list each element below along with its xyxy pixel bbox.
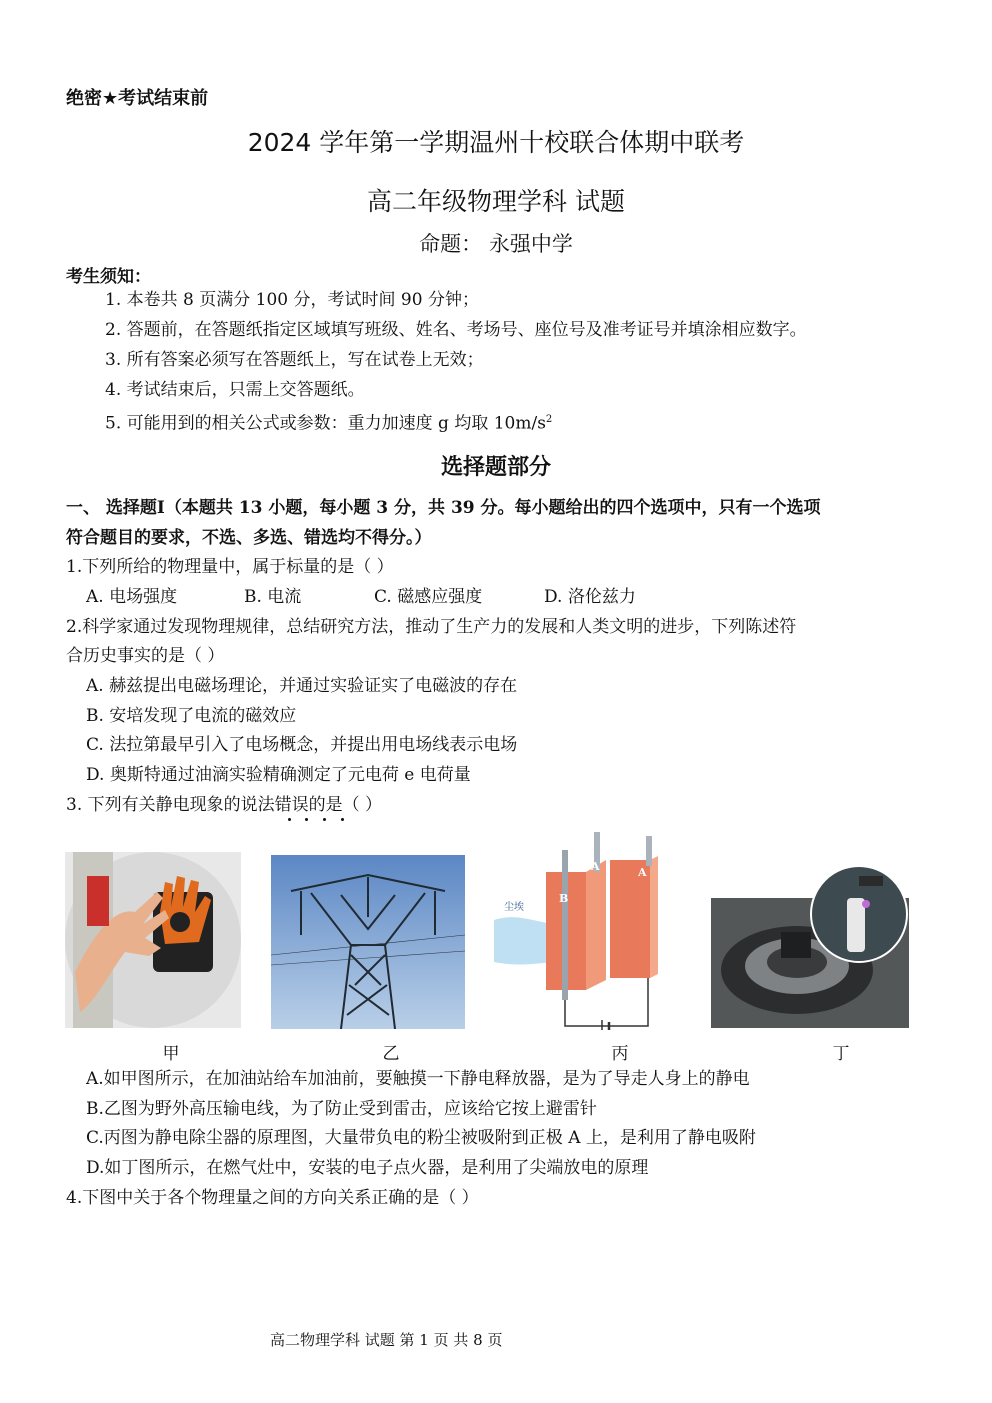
q1-option-b: B. 电流: [244, 587, 302, 607]
q3-stem: 3. 下列有关静电现象的说法错误的是（ ）: [66, 795, 383, 815]
transmission-tower-photo: [271, 855, 465, 1029]
label-dust: 尘埃: [504, 902, 524, 913]
q2-option-b: B. 安培发现了电流的磁效应: [86, 706, 297, 726]
emphasis-dot: [305, 818, 308, 821]
q2-option-a: A. 赫兹提出电磁场理论，并通过实验证实了电磁波的存在: [86, 676, 518, 696]
notice-item-5: [105, 409, 552, 435]
gas-stove-photo: [711, 862, 909, 1028]
q1-stem: 1.下列所给的物理量中，属于标量的是（ ）: [66, 557, 394, 577]
part1-instruction-line1: 一、 选择题Ⅰ（本题共 13 小题，每小题 3 分，共 39 分。每小题给出的四个选项中，只有一个选项: [66, 498, 821, 518]
static-discharger-photo: [65, 852, 241, 1028]
q2-option-c: C. 法拉第最早引入了电场概念，并提出用电场线表示电场: [86, 735, 518, 755]
q3-option-b: B.乙图为野外高压输电线，为了防止受到雷击，应该给它按上避雷针: [86, 1099, 597, 1119]
section-title: 选择题部分: [440, 455, 551, 480]
q3-option-c: C.丙图为静电除尘器的原理图，大量带负电的粉尘被吸附到正极 A 上，是利用了静电吸附: [86, 1128, 756, 1148]
notice-item-4: 4. 考试结束后，只需上交答题纸。: [105, 380, 365, 400]
figure-jia: [65, 852, 241, 1028]
notice-heading: 考生须知：: [66, 267, 151, 287]
exam-author: 命题： 永强中学: [419, 232, 573, 256]
q2-stem-line2: 合历史事实的是（ ）: [66, 646, 225, 666]
emphasis-dot: [323, 818, 326, 821]
superscript: 2: [545, 414, 553, 425]
label-electrode-a1: A: [591, 860, 600, 873]
secrecy-mark: 绝密★考试结束前: [66, 88, 209, 109]
label-electrode-a2: A: [638, 866, 647, 879]
emphasis-dot: [341, 818, 344, 821]
q2-option-d: D. 奥斯特通过油滴实验精确测定了元电荷 e 电荷量: [86, 765, 471, 785]
q4-stem: 4.下图中关于各个物理量之间的方向关系正确的是（ ）: [66, 1188, 479, 1208]
notice-item-1: 1. 本卷共 8 页满分 100 分，考试时间 90 分钟；: [105, 290, 479, 310]
notice-item-3: 3. 所有答案必须写在答题纸上，写在试卷上无效；: [105, 350, 484, 370]
caption-ding: 丁: [832, 1044, 850, 1064]
q1-option-d: D. 洛伦兹力: [544, 587, 636, 607]
label-electrode-b: B: [559, 892, 569, 905]
notice-item-2: 2. 答题前，在答题纸指定区域填写班级、姓名、考场号、座位号及准考证号并填涂相应数字。: [105, 320, 807, 340]
caption-bing: 丙: [611, 1044, 629, 1064]
q3-option-d: D.如丁图所示，在燃气灶中，安装的电子点火器，是利用了尖端放电的原理: [86, 1158, 649, 1178]
notice-item-5-text: 5. 可能用到的相关公式或参数：重力加速度 g 均取 10m/s: [105, 413, 546, 434]
q1-option-c: C. 磁感应强度: [374, 587, 483, 607]
exam-title: 2024 学年第一学期温州十校联合体期中联考: [247, 128, 745, 157]
q1-option-a: A. 电场强度: [86, 587, 178, 607]
q2-stem-line1: 2.科学家通过发现物理规律，总结研究方法，推动了生产力的发展和人类文明的进步，下列陈述符: [66, 617, 797, 637]
caption-yi: 乙: [382, 1044, 400, 1064]
page-footer: 高二物理学科 试题 第 1 页 共 8 页: [270, 1331, 503, 1349]
figure-ding: [711, 862, 909, 1028]
caption-jia: 甲: [162, 1044, 180, 1064]
figure-yi: [271, 855, 465, 1029]
emphasis-dot: [288, 818, 291, 821]
q3-option-a: A.如甲图所示，在加油站给车加油前，要触摸一下静电释放器，是为了导走人身上的静电: [86, 1069, 750, 1089]
figure-bing: [494, 830, 688, 1030]
exam-subtitle: 高二年级物理学科 试题: [367, 187, 625, 216]
part1-instruction-line2: 符合题目的要求，不选、多选、错选均不得分。）: [66, 528, 432, 548]
